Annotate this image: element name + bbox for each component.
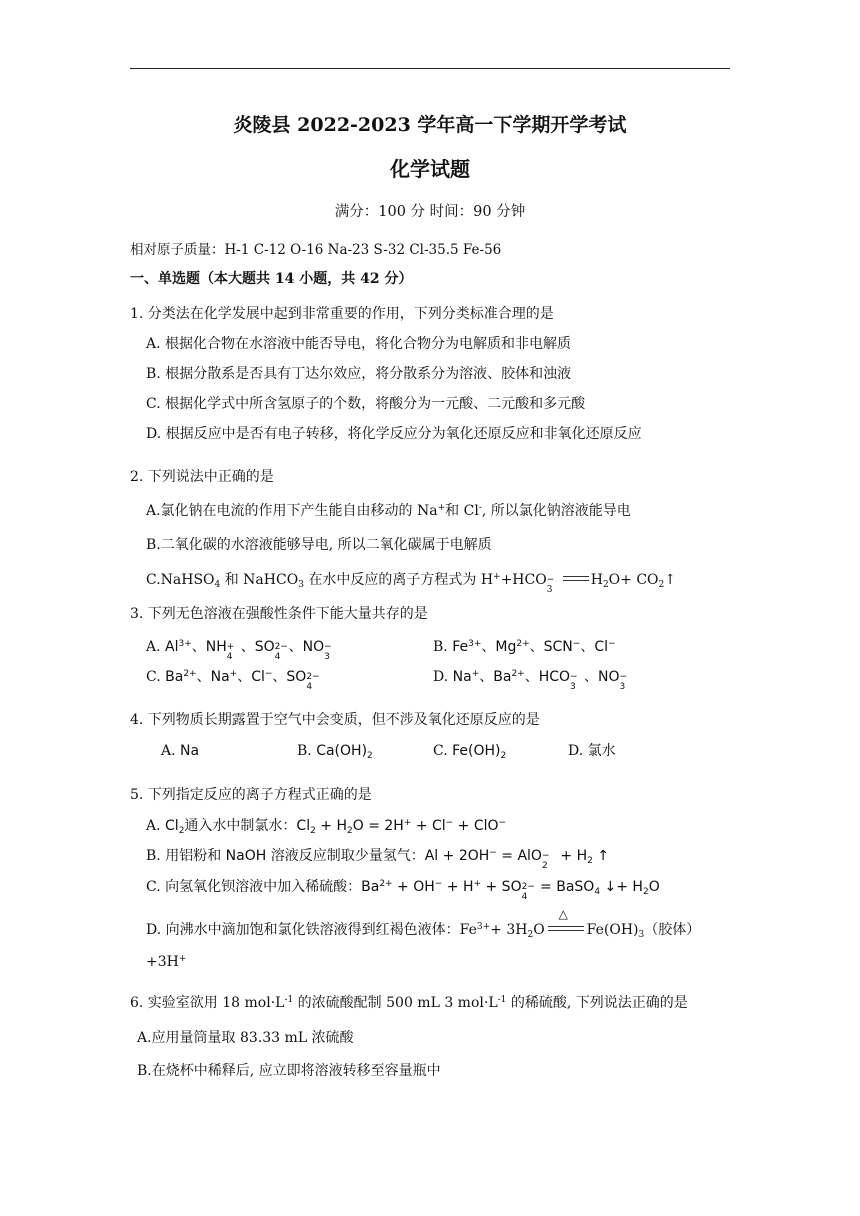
q1-stem: 1. 分类法在化学发展中起到非常重要的作用，下列分类标准合理的是 <box>130 306 554 322</box>
q1-option-b: B. 根据分散系是否具有丁达尔效应，将分散系分为溶液、胶体和浊液 <box>146 366 572 382</box>
q5-option-a: A. $Cl_2$通入水中制氯水：$Cl_2 + H_2O = 2H^+ + Cl^- + ClO^-$ <box>146 818 507 836</box>
heat-triangle-icon: △ <box>558 907 568 921</box>
top-rule <box>130 68 730 69</box>
q5-option-d: D. 向沸水中滴加饱和氯化铁溶液得到红褐色液体：$Fe^{3+}+ 3H_2O$ △ $Fe(OH)_3$（胶体） <box>146 907 701 940</box>
q4-option-a: A. Na <box>161 743 200 759</box>
q3-option-c: C. $Ba^{2+}$、Na+、Cl−、SO 2− 4 <box>146 669 320 692</box>
score-time-line: 满分：100 分 时间：90 分钟 <box>334 204 526 220</box>
q1-option-c: C. 根据化学式中所含氢原子的个数，将酸分为一元酸、二元酸和多元酸 <box>146 396 586 412</box>
q5-stem: 5. 下列指定反应的离子方程式正确的是 <box>130 787 372 803</box>
q3-option-b: B. $Fe^{3+}$、$Mg^{2+}$、SCN−、Cl− <box>433 639 616 655</box>
atomic-masses: 相对原子质量：H-1 C-12 O-16 Na-23 S-32 Cl-35.5 Fe-56 <box>130 242 502 258</box>
equals-sign <box>563 576 589 581</box>
q6-option-a: A.应用量筒量取 83.33 mL 浓硫酸 <box>137 1030 354 1046</box>
exam-title: 炎陵县 2022-2023 学年高一下学期开学考试 <box>233 114 627 136</box>
gas-arrow-icon: ↑ <box>664 572 676 588</box>
q4-option-d: D. 氯水 <box>568 743 616 759</box>
q3-option-a: A. $Al^{3+}$、NH + 4 、SO 2− 4 、NO − 3 <box>146 639 332 662</box>
q4-option-b: B. $Ca(OH)_2$ <box>297 743 373 761</box>
q2-option-b: B.二氧化碳的水溶液能够导电, 所以二氧化碳属于电解质 <box>146 537 492 553</box>
q1-option-a: A. 根据化合物在水溶液中能否导电，将化合物分为电解质和非电解质 <box>146 336 572 352</box>
q4-option-c: C. $Fe(OH)_2$ <box>433 743 507 761</box>
exam-subtitle: 化学试题 <box>390 157 470 181</box>
q5-option-c: C. 向氢氧化钡溶液中加入稀硫酸：$Ba^{2+} + OH^- + H^+$ + SO 2− 4 = BaSO$_4$ ↓+ $H_2O$ <box>146 879 660 902</box>
q4-stem: 4. 下列物质长期露置于空气中会变质，但不涉及氧化还原反应的是 <box>130 712 540 728</box>
heating-condition <box>548 907 584 936</box>
q6-option-b: B.在烧杯中稀释后, 应立即将溶液转移至容量瓶中 <box>137 1063 441 1079</box>
q2-option-c: C.NaHSO$_4$ 和 NaHCO$_3$ 在水中反应的离子方程式为 H++HCO − 3 $H_2O+$ $CO_2↑$ <box>146 572 676 595</box>
q6-stem: 6. 实验室欲用 18 $mol\cdot L^{-1}$ 的浓硫酸配制 500 mL 3 $mol\cdot L^{-1}$ 的稀硫酸, 下列说法正确的是 <box>130 995 688 1011</box>
q2-option-a: A.氯化钠在电流的作用下产生能自由移动的 Na+和 Cl-, 所以氯化钠溶液能导电 <box>146 503 631 519</box>
q5-option-d-continued: +3H+ <box>146 954 187 970</box>
q5-option-b: B. 用铝粉和 NaOH 溶液反应制取少量氢气：Al + 2OH− = AlO − 2 + $H_2$ ↑ <box>146 848 610 871</box>
q1-option-d: D. 根据反应中是否有电子转移，将化学反应分为氧化还原反应和非氧化还原反应 <box>146 426 642 442</box>
q3-option-d: D. Na+、$Ba^{2+}$、HCO − 3 、NO − 3 <box>433 669 628 692</box>
q3-stem: 3. 下列无色溶液在强酸性条件下能大量共存的是 <box>130 606 428 622</box>
q2-stem: 2. 下列说法中正确的是 <box>130 469 274 485</box>
section-heading: 一、单选题（本大题共 14 小题，共 42 分） <box>130 271 413 287</box>
